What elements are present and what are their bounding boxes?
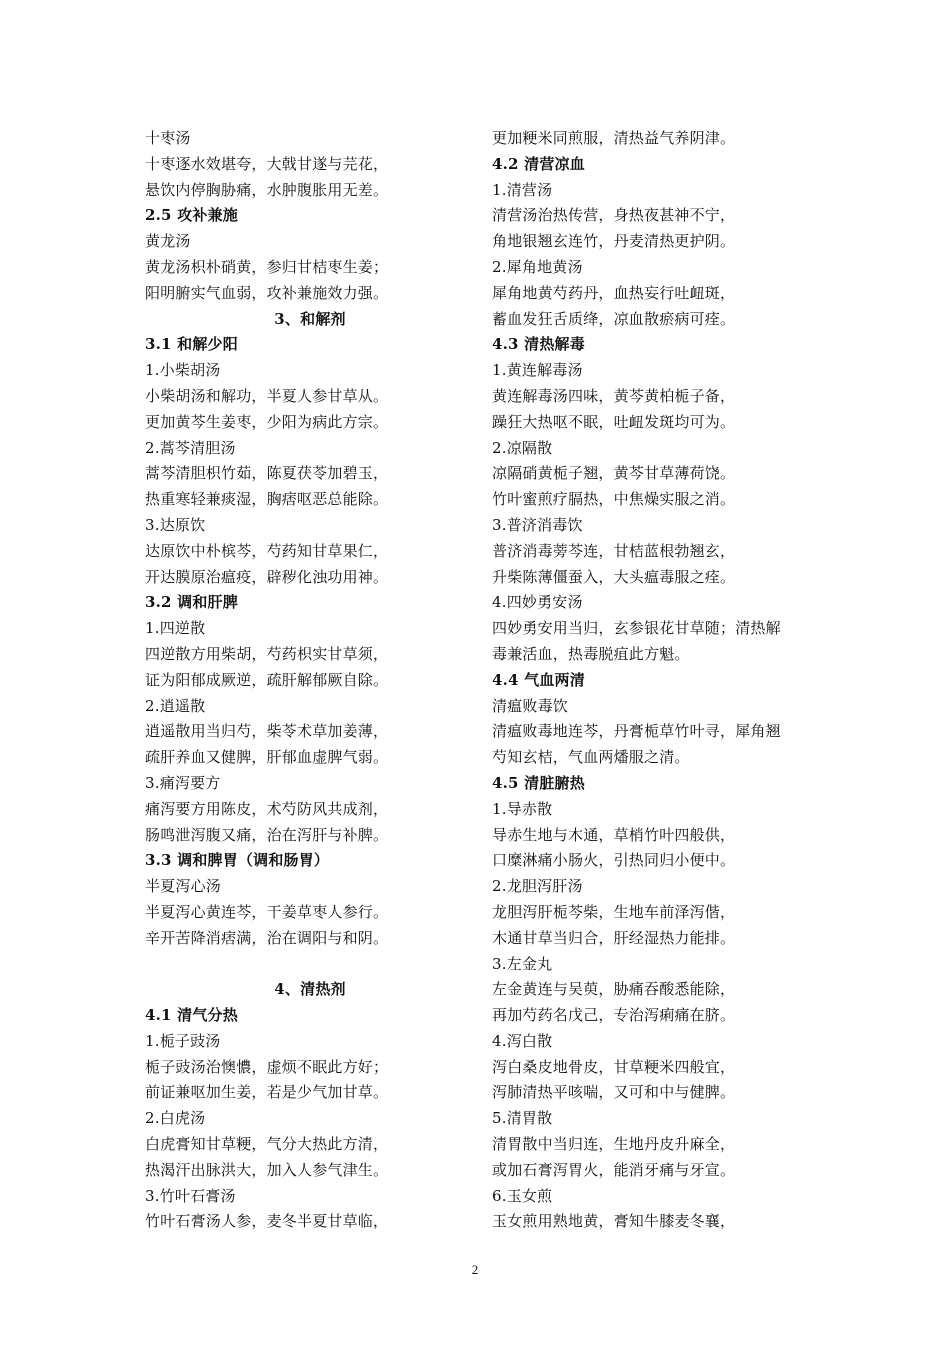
text-line: 辛开苦降消痞满，治在调阳与和阴。 [145,928,389,947]
text-line: 2.凉隔散 [492,438,553,457]
text-line: 3.痛泻要方 [145,773,221,792]
text-line: 四妙勇安用当归，玄参银花甘草随；清热解 [492,619,781,638]
section-heading: 3.3 调和脾胃（调和肠胃） [145,851,330,870]
text-line: 导赤生地与木通，草梢竹叶四般供， [492,825,736,844]
text-line: 泻肺清热平咳喘，又可和中与健脾。 [492,1083,736,1102]
text-line: 躁狂大热呕不眠，吐衄发斑均可为。 [492,412,736,431]
blank-line [145,952,475,978]
text-line: 清瘟败毒地连芩，丹膏栀草竹叶寻，犀角翘 [492,722,781,741]
text-line: 热重寒轻兼痰湿，胸痞呕恶总能除。 [145,490,389,509]
text-line: 更加粳米同煎服，清热益气养阴津。 [492,129,736,147]
text-line: 2.蒿芩清胆汤 [145,438,236,457]
right-column [492,126,822,1235]
text-line: 木通甘草当归合，肝经湿热力能排。 [492,928,736,947]
text-line: 十枣汤 [145,129,191,147]
text-line: 清瘟败毒饮 [492,696,569,715]
text-line: 小柴胡汤和解功，半夏人参甘草从。 [145,386,389,405]
section-heading: 3.1 和解少阳 [145,335,238,354]
text-line: 再加芍药名戊己，专治泻痢痛在脐。 [492,1006,736,1025]
text-line: 2.龙胆泻肝汤 [492,877,583,896]
section-heading: 4.5 清脏腑热 [492,773,585,792]
text-line: 2.逍遥散 [145,696,206,715]
text-line: 蓄血发狂舌质绛，凉血散瘀病可痊。 [492,309,736,328]
text-line: 黄连解毒汤四味，黄芩黄柏栀子备， [492,386,736,405]
text-line: 1.小柴胡汤 [145,361,221,380]
text-line: 芍知玄桔，气血两燔服之清。 [492,748,690,767]
page-number: 2 [471,1262,479,1277]
text-line: 1.黄连解毒汤 [492,361,583,380]
text-line: 3.达原饮 [145,515,206,534]
text-line: 普济消毒蒡芩连，甘桔蓝根勃翘玄， [492,541,736,560]
text-line: 2.犀角地黄汤 [492,257,583,276]
section-heading: 4.4 气血两清 [492,670,585,689]
text-line: 5.清胃散 [492,1109,553,1128]
text-line: 泻白桑皮地骨皮，甘草粳米四般宜， [492,1057,736,1076]
text-line: 犀角地黄芍药丹，血热妄行吐衄斑， [492,283,736,302]
text-line: 1.清营汤 [492,180,553,199]
text-line: 蒿芩清胆枳竹茹，陈夏茯苓加碧玉， [145,464,389,483]
text-line: 龙胆泻肝栀芩柴，生地车前泽泻偕， [492,902,736,921]
text-line: 痛泻要方用陈皮，术芍防风共成剂， [145,799,389,818]
section-heading: 3.2 调和肝脾 [145,593,238,612]
text-line: 白虎膏知甘草粳，气分大热此方清， [145,1135,389,1154]
text-line: 热渴汗出脉洪大，加入人参气津生。 [145,1160,389,1179]
text-line: 疏肝养血又健脾，肝郁血虚脾气弱。 [145,748,389,767]
text-line: 6.玉女煎 [492,1186,553,1205]
text-line: 逍遥散用当归芍，柴苓术草加姜薄， [145,722,389,741]
text-line: 证为阳郁成厥逆，疏肝解郁厥自除。 [145,670,389,689]
text-line: 阳明腑实气血弱，攻补兼施效力强。 [145,283,389,302]
text-line: 3.左金丸 [492,954,553,973]
text-line: 3.普济消毒饮 [492,515,583,534]
text-line: 或加石膏泻胃火，能消牙痛与牙宣。 [492,1160,736,1179]
text-line: 十枣逐水效堪夸，大戟甘遂与芫花， [145,154,389,173]
text-line: 半夏泻心黄连芩，干姜草枣人参行。 [145,902,389,921]
text-line: 1.导赤散 [492,799,553,818]
text-line: 前证兼呕加生姜，若是少气加甘草。 [145,1083,389,1102]
text-line: 角地银翘玄连竹，丹麦清热更护阴。 [492,232,736,251]
text-line: 黄龙汤 [145,232,191,251]
text-line: 凉隔硝黄栀子翘，黄芩甘草薄荷饶。 [492,464,736,483]
text-line: 4.泻白散 [492,1031,553,1050]
text-line: 左金黄连与吴萸，胁痛吞酸悉能除， [492,980,736,999]
text-line: 清胃散中当归连，生地丹皮升麻全， [492,1135,736,1154]
text-line: 升柴陈薄僵蚕入，大头瘟毒服之痊。 [492,567,736,586]
section-heading: 2.5 攻补兼施 [145,206,238,225]
chapter-heading: 3、和解剂 [274,309,346,328]
text-line: 玉女煎用熟地黄，膏知牛膝麦冬襄， [492,1212,736,1231]
text-line: 悬饮内停胸胁痛，水肿腹胀用无差。 [145,180,389,199]
text-line: 2.白虎汤 [145,1109,206,1128]
text-line: 1.四逆散 [145,619,206,638]
section-heading: 4.3 清热解毒 [492,335,585,354]
chapter-heading: 4、清热剂 [274,980,346,999]
text-line: 四逆散方用柴胡，芍药枳实甘草须， [145,644,389,663]
text-line: 毒兼活血，热毒脱疽此方魁。 [492,644,690,663]
text-line: 口糜淋痛小肠火，引热同归小便中。 [492,851,736,870]
section-heading: 4.1 清气分热 [145,1006,238,1025]
text-line: 开达膜原治瘟疫，辟秽化浊功用神。 [145,567,389,586]
section-heading: 4.2 清营凉血 [492,154,585,173]
text-line: 竹叶石膏汤人参，麦冬半夏甘草临， [145,1212,389,1231]
text-line: 达原饮中朴槟芩，芍药知甘草果仁， [145,541,389,560]
text-line: 半夏泻心汤 [145,877,222,896]
text-line: 更加黄芩生姜枣，少阳为病此方宗。 [145,412,389,431]
text-line: 3.竹叶石膏汤 [145,1186,236,1205]
left-column [145,126,475,1235]
text-line: 1.栀子豉汤 [145,1031,221,1050]
text-line: 肠鸣泄泻腹又痛，治在泻肝与补脾。 [145,825,389,844]
text-line: 4.四妙勇安汤 [492,593,583,612]
text-line: 黄龙汤枳朴硝黄，参归甘桔枣生姜； [145,257,389,276]
text-line: 栀子豉汤治懊憹，虚烦不眠此方好； [145,1057,389,1076]
text-line: 清营汤治热传营，身热夜甚神不宁， [492,206,736,225]
text-line: 竹叶蜜煎疗膈热，中焦燥实服之消。 [492,490,736,509]
